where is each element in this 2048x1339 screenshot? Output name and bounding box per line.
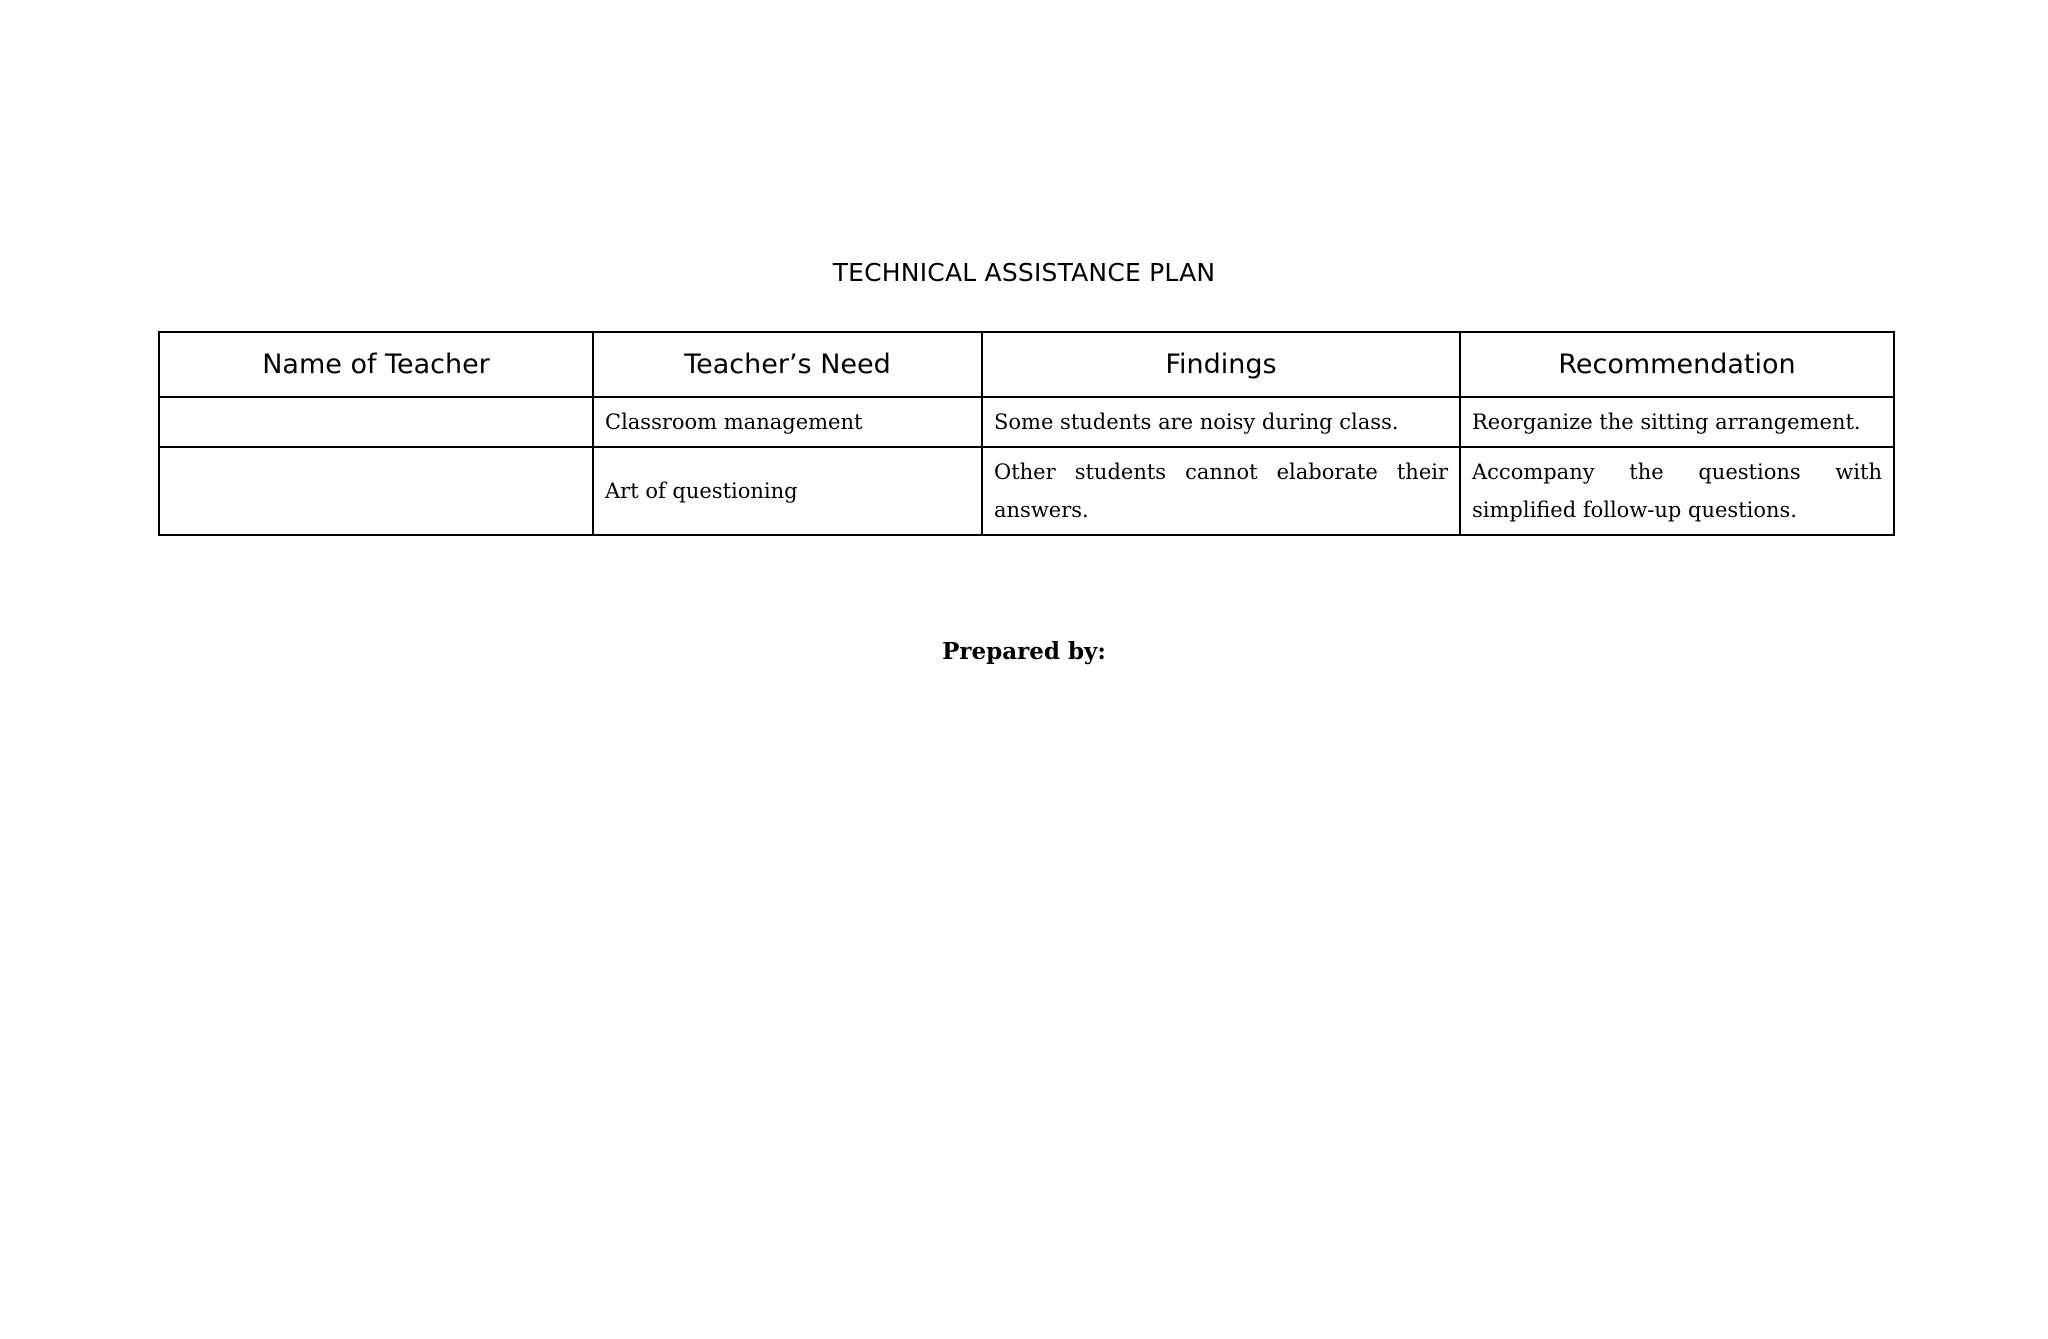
page-title: TECHNICAL ASSISTANCE PLAN xyxy=(832,258,1216,287)
table-header-row xyxy=(159,332,1894,397)
cell-recommendation: Accompany the questions with simplified follow-up questions. xyxy=(1460,447,1894,535)
cell-recommendation: Reorganize the sitting arrangement. xyxy=(1460,397,1894,447)
cell-findings: Other students cannot elaborate their answers. xyxy=(982,447,1460,535)
header-findings: Findings xyxy=(982,332,1460,397)
table-row xyxy=(159,397,1894,447)
table-row xyxy=(159,447,1894,535)
cell-teacher-need: Art of questioning xyxy=(593,447,982,535)
prepared-by-label: Prepared by: xyxy=(942,638,1106,665)
cell-findings: Some students are noisy during class. xyxy=(982,397,1460,447)
header-name-of-teacher: Name of Teacher xyxy=(159,332,593,397)
cell-teacher-need: Classroom management xyxy=(593,397,982,447)
cell-teacher-name xyxy=(159,447,593,535)
cell-teacher-name xyxy=(159,397,593,447)
header-recommendation: Recommendation xyxy=(1460,332,1894,397)
header-teachers-need: Teacher’s Need xyxy=(593,332,982,397)
technical-assistance-table xyxy=(158,331,1895,536)
